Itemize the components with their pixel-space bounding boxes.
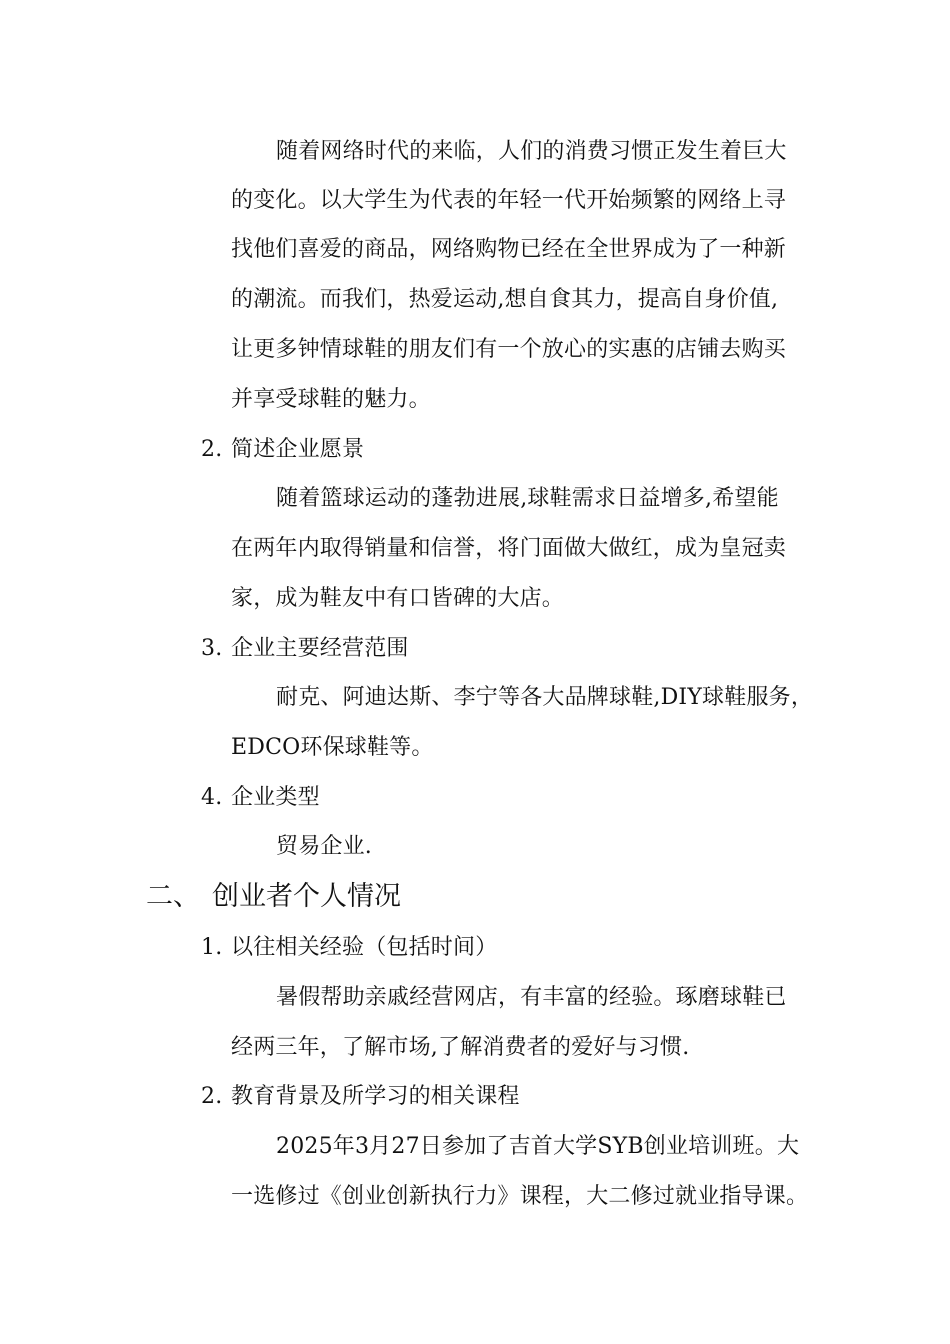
item-title: 简述企业愿景 (231, 437, 365, 462)
paragraph-line: 的变化。以大学生为代表的年轻一代开始频繁的网络上寻 (231, 188, 787, 213)
paragraph-line: 在两年内取得销量和信誉，将门面做大做红，成为皇冠卖 (231, 536, 787, 561)
paragraph-line: 耐克、阿迪达斯、李宁等各大品牌球鞋,DIY球鞋服务， (276, 685, 814, 710)
numbered-heading (201, 636, 409, 662)
paragraph-line: 家，成为鞋友中有口皆碑的大店。 (231, 586, 565, 611)
item-title: 以往相关经验（包括时间） (231, 935, 498, 960)
paragraph-line: 找他们喜爱的商品，网络购物已经在全世界成为了一种新 (231, 237, 787, 262)
paragraph-line: 随着网络时代的来临，人们的消费习惯正发生着巨大 (276, 139, 787, 164)
paragraph-line: 一选修过《创业创新执行力》课程，大二修过就业指导课。 (231, 1184, 809, 1209)
item-title: 教育背景及所学习的相关课程 (231, 1084, 520, 1109)
paragraph-line: 的潮流。而我们，热爱运动,想自食其力，提高自身价值, (231, 287, 779, 312)
section-number: 二、 (146, 881, 200, 912)
numbered-heading (201, 935, 497, 961)
paragraph-line: 让更多钟情球鞋的朋友们有一个放心的实惠的店铺去购买 (231, 337, 787, 362)
item-number: 1. (201, 935, 223, 960)
numbered-heading (201, 785, 320, 811)
item-number: 2. (201, 1084, 223, 1109)
section-heading (146, 881, 401, 913)
paragraph-line: 2025年3月27日参加了吉首大学SYB创业培训班。大 (276, 1134, 800, 1159)
item-title: 企业主要经营范围 (231, 636, 409, 661)
paragraph-line: 随着篮球运动的蓬勃进展,球鞋需求日益增多,希望能 (276, 486, 779, 511)
item-title: 企业类型 (231, 785, 320, 810)
paragraph-line: 贸易企业. (276, 834, 372, 859)
paragraph-line: EDCO环保球鞋等。 (231, 735, 434, 760)
paragraph-line: 暑假帮助亲戚经营网店，有丰富的经验。琢磨球鞋已 (276, 985, 787, 1010)
item-number: 4. (201, 785, 223, 810)
numbered-heading (201, 1084, 520, 1110)
item-number: 2. (201, 437, 223, 462)
paragraph-line: 经两三年，了解市场,了解消费者的爱好与习惯. (231, 1035, 690, 1060)
item-number: 3. (201, 636, 223, 661)
paragraph-line: 并享受球鞋的魅力。 (231, 387, 431, 412)
numbered-heading (201, 437, 364, 463)
section-title: 创业者个人情况 (212, 881, 401, 912)
